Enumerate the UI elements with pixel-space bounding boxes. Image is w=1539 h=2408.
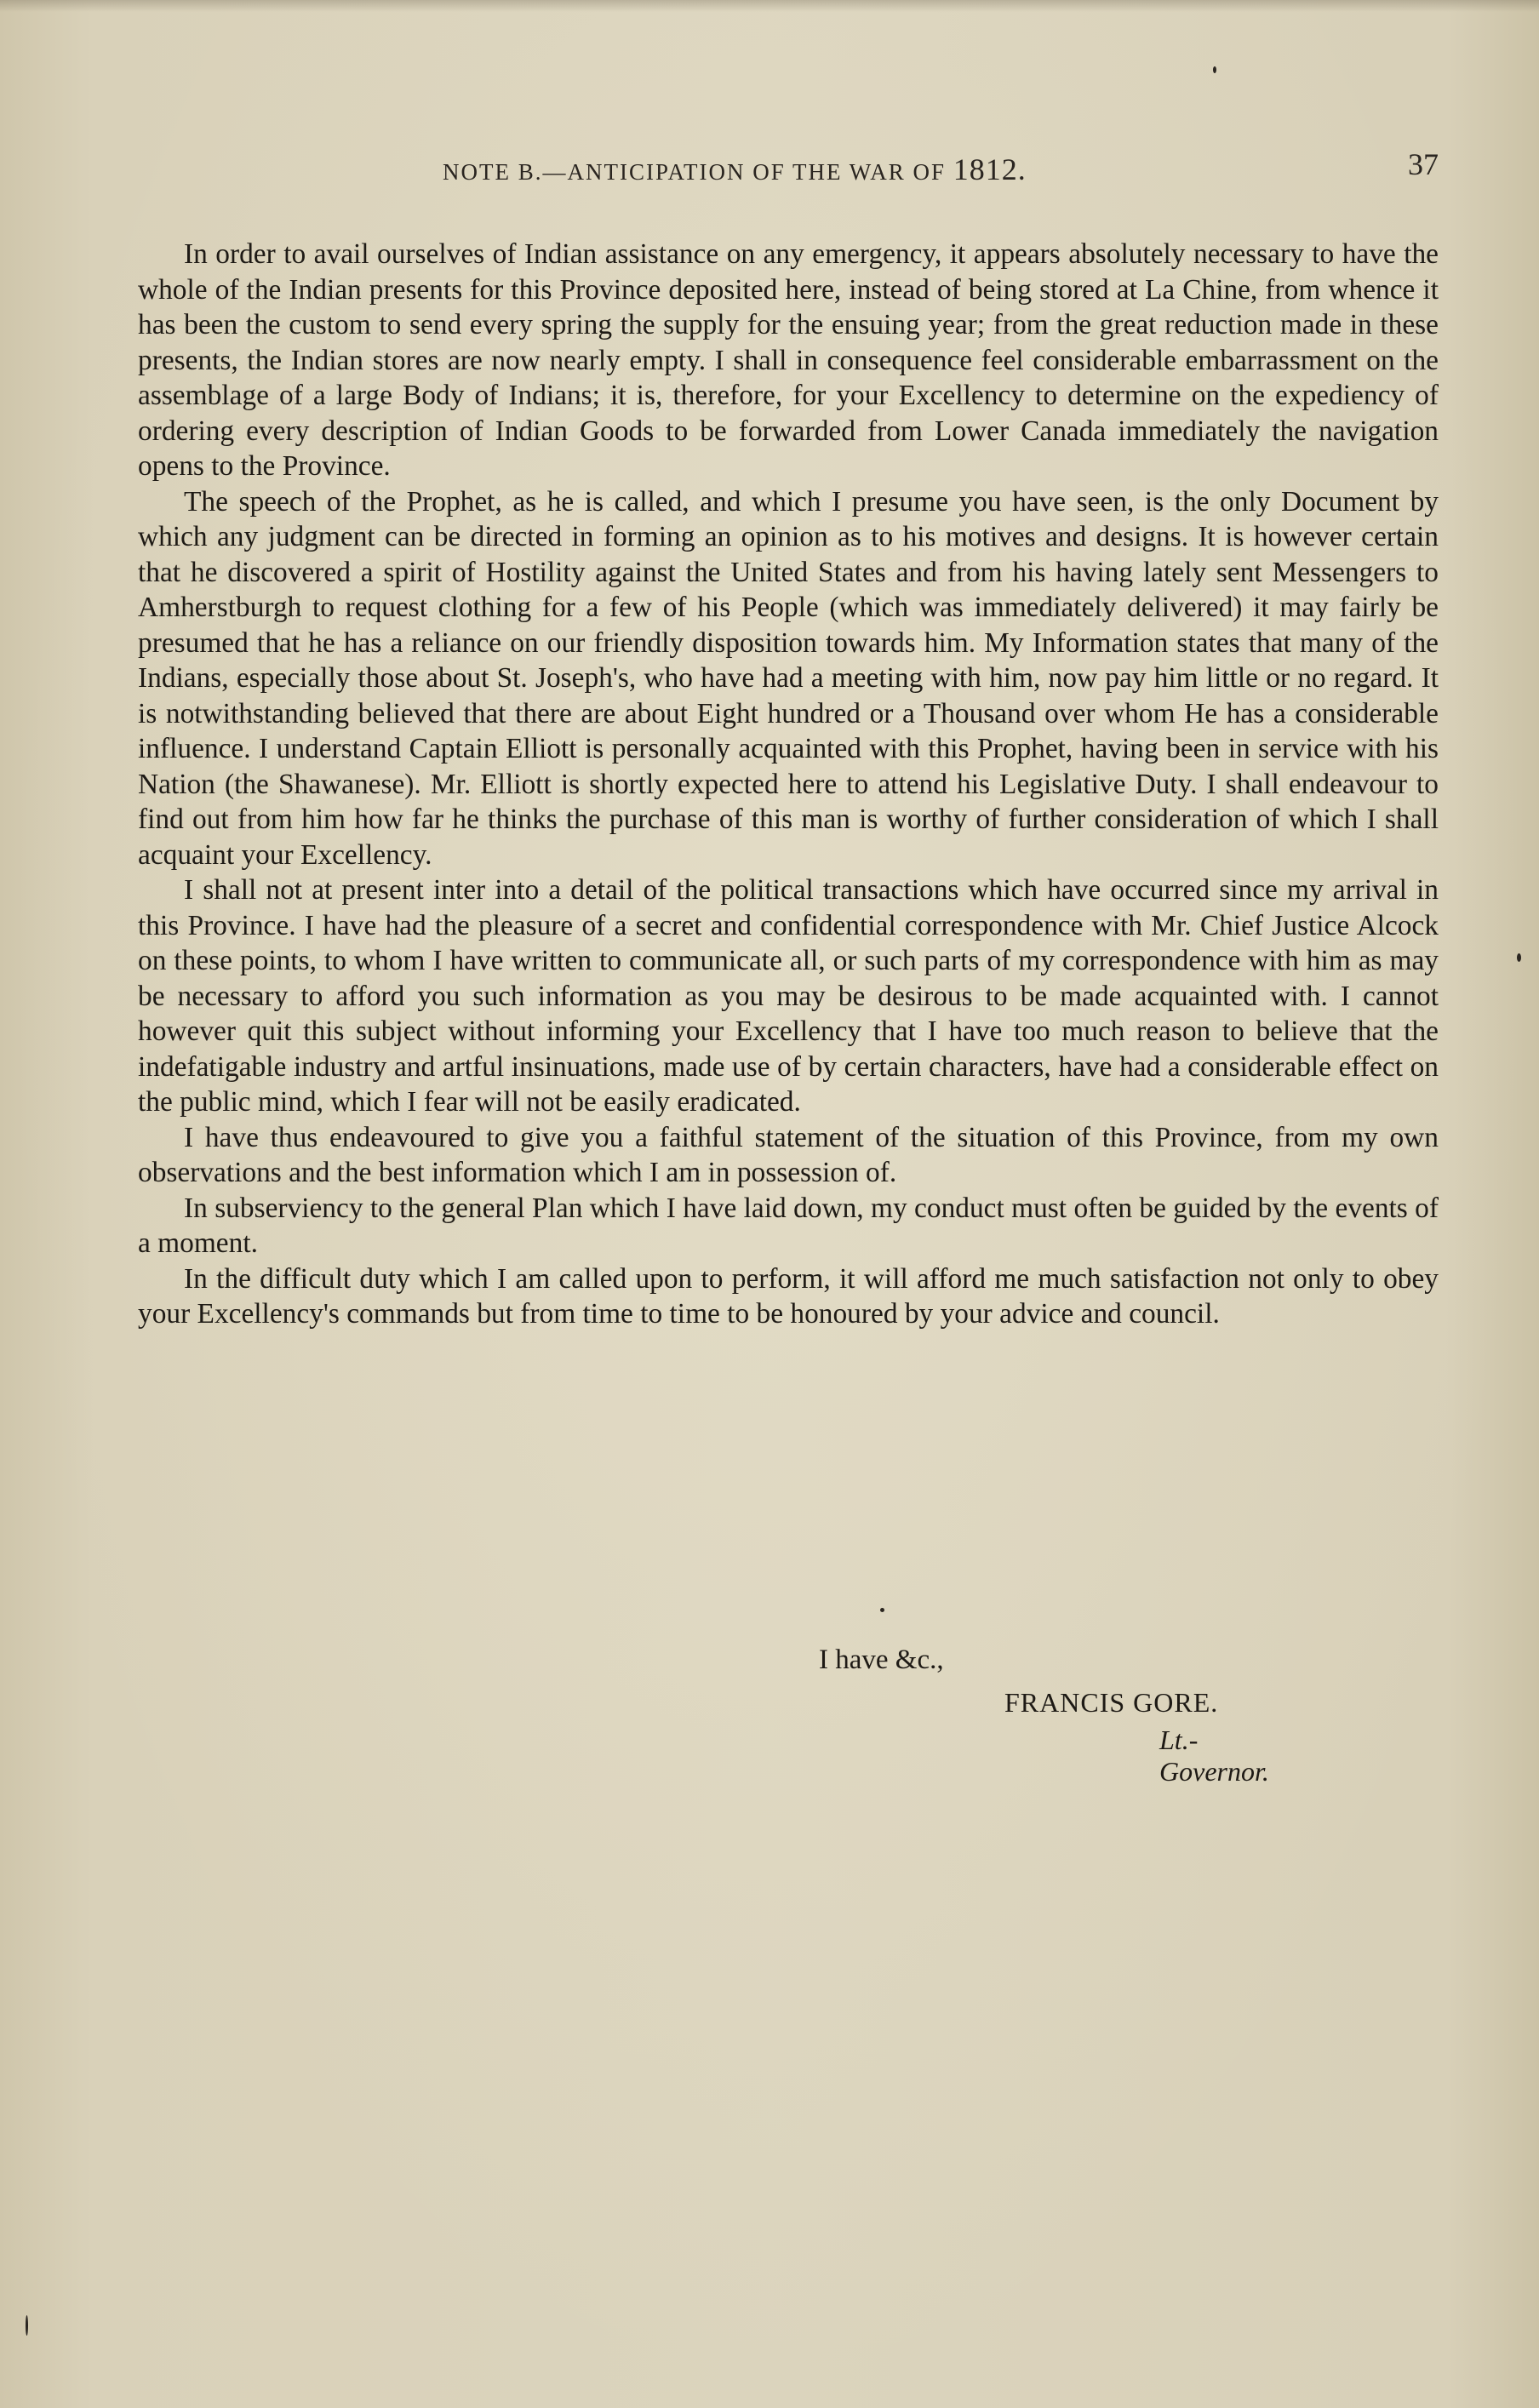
page-edge-shadow [0, 0, 1539, 12]
page-number: 37 [1408, 147, 1439, 181]
paragraph-prophet: The speech of the Prophet, as he is called, and which I presume you have seen, is the only Document by which any judgment can be directed in forming an opinion as to his motives and designs. It is however certain that he discovered a spirit of Hostility against the United States and from his having lately sent Messengers to Amherstburgh to request clothing for a few of his People (which was immediately delivered) it may fairly be presumed that he has a reliance on our friendly disposition towards him. My Information states that many of the Indians, especially those about St. Joseph's, who have had a meeting with him, now pay him little or no regard. It is notwithstanding believed that there are about Eight hundred or a Thousand over whom He has a considerable influence. I understand Captain Elliott is personally acquainted with this Prophet, having been in service with his Nation (the Shawanese). Mr. Elliott is shortly expected here to attend his Legislative Duty. I shall endeavour to find out from him how far he thinks the purchase of this man is worthy of further consideration of which I shall acquaint your Excellency. [138, 485, 1439, 871]
paragraph-subserviency: In subserviency to the general Plan which I have laid down, my conduct must often be guided by the events of a moment. [138, 1192, 1439, 1259]
ink-speck [880, 1608, 884, 1612]
ink-speck [1517, 953, 1521, 962]
ink-speck [1213, 66, 1216, 73]
page-header [136, 143, 1439, 194]
letter-body [138, 237, 1439, 1332]
running-head-text: NOTE B.—ANTICIPATION OF THE WAR OF [443, 159, 953, 185]
paragraph-difficult-duty: In the difficult duty which I am called upon to perform, it will afford me much satisfaction not only to obey your Excellency's commands but from time to time to be honoured by your advice and council. [138, 1262, 1439, 1330]
running-head-year: 1812. [953, 152, 1027, 186]
running-head [443, 152, 1027, 187]
signature-title: Lt.-Governor. [1159, 1724, 1269, 1787]
paragraph-faithful-statement: I have thus endeavoured to give you a faithful statement of the situation of this Province, from my own observations and the best information which I am in possession of. [138, 1121, 1439, 1188]
closing-salutation: I have &c., [819, 1644, 944, 1675]
signature-name: FRANCIS GORE. [1004, 1687, 1219, 1718]
ink-speck [26, 2315, 28, 2336]
paragraph-political-transactions: I shall not at present inter into a detail of the political transactions which have occurred since my arrival in this Province. I have had the pleasure of a secret and confidential correspondence with Mr. Chief Justice Alcock on these points, to whom I have written to communicate all, or such parts of my correspondence with him as may be necessary to afford you such information as you may be desirous to be made acquainted with. I cannot however quit this subject without informing your Excellency that I have too much reason to believe that the indefatigable industry and artful insinuations, made use of by certain characters, have had a considerable effect on the public mind, which I fear will not be easily eradicated. [138, 874, 1439, 1118]
paragraph-indian-presents: In order to avail ourselves of Indian assistance on any emergency, it appears absolutely necessary to have the whole of the Indian presents for this Province deposited here, instead of being stored at La Chine, from whence it has been the custom to send every spring the supply for the ensuing year; from the great reduction made in these presents, the Indian stores are now nearly empty. I shall in consequence feel considerable embarrassment on the assemblage of a large Body of Indians; it is, therefore, for your Excellency to determine on the expediency of ordering every description of Indian Goods to be forwarded from Lower Canada immediately the navigation opens to the Province. [138, 238, 1439, 482]
